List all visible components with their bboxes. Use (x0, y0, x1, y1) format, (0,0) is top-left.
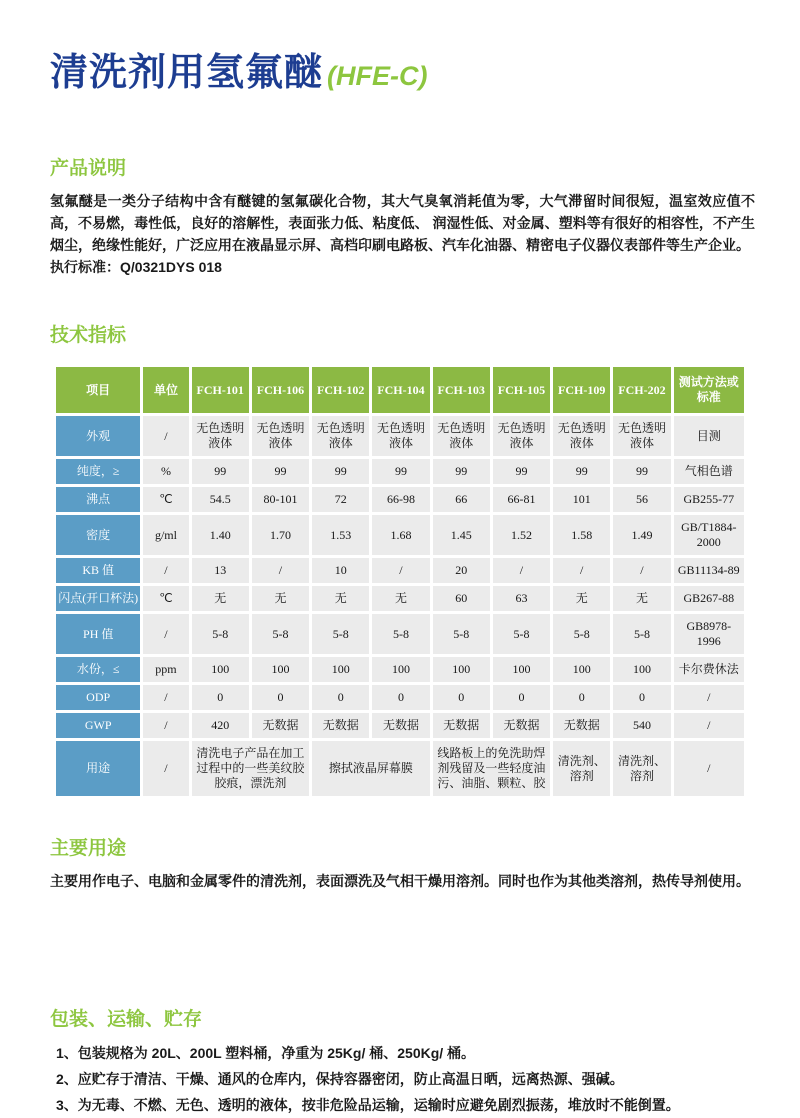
packaging-item: 1、包装规格为 20L、200L 塑料桶，净重为 25Kg/ 桶、250Kg/ 桶。 (56, 1045, 476, 1061)
spec-method-cell: 气相色谱 (674, 459, 744, 484)
specs-table (53, 364, 747, 799)
spec-value-cell: 100 (372, 657, 429, 682)
spec-row-label: 纯度，≥ (56, 459, 140, 484)
spec-method-cell: / (674, 741, 744, 796)
spec-unit-cell: ℃ (143, 586, 188, 611)
spec-value-cell: 80-101 (252, 487, 309, 512)
spec-method-cell: GB/T1884-2000 (674, 515, 744, 555)
spec-value-cell: 无数据 (312, 713, 369, 738)
spec-unit-cell: ℃ (143, 487, 188, 512)
spec-value-cell: 无数据 (433, 713, 490, 738)
specs-row (56, 459, 744, 484)
spec-unit-cell: / (143, 685, 188, 710)
spec-value-cell: 无色透明液体 (613, 416, 670, 456)
spec-value-cell: 100 (252, 657, 309, 682)
page-title-main: 清洗剂用氢氟醚 (50, 52, 324, 94)
spec-value-cell: 99 (433, 459, 490, 484)
spec-unit-cell: / (143, 713, 188, 738)
spec-value-cell: 5-8 (312, 614, 369, 654)
spec-value-cell: 20 (433, 558, 490, 583)
product-description-heading: 产品说明 (50, 158, 127, 179)
spec-value-cell: / (493, 558, 550, 583)
spec-value-cell: 无色透明液体 (372, 416, 429, 456)
spec-value-cell: 无色透明液体 (312, 416, 369, 456)
spec-unit-cell: / (143, 741, 188, 796)
spec-value-cell: 54.5 (192, 487, 249, 512)
main-uses-heading: 主要用途 (50, 838, 127, 859)
spec-method-cell: GB11134-89 (674, 558, 744, 583)
spec-value-cell: 5-8 (252, 614, 309, 654)
spec-row-label: 水份，≤ (56, 657, 140, 682)
spec-value-cell: 100 (433, 657, 490, 682)
spec-row-label: 密度 (56, 515, 140, 555)
spec-value-cell: 擦拭液晶屏幕膜 (312, 741, 430, 796)
spec-method-cell: / (674, 713, 744, 738)
specs-column-header: FCH-202 (613, 367, 670, 413)
specs-column-header: FCH-103 (433, 367, 490, 413)
spec-value-cell: 0 (613, 685, 670, 710)
spec-value-cell: 66-98 (372, 487, 429, 512)
specs-column-header: FCH-101 (192, 367, 249, 413)
spec-value-cell: 5-8 (372, 614, 429, 654)
spec-value-cell: / (553, 558, 610, 583)
specs-column-header: FCH-102 (312, 367, 369, 413)
specs-column-header: FCH-106 (252, 367, 309, 413)
spec-value-cell: 无色透明液体 (553, 416, 610, 456)
spec-row-label: 闪点(开口杯法) (56, 586, 140, 611)
spec-value-cell: 1.53 (312, 515, 369, 555)
spec-value-cell: 1.49 (613, 515, 670, 555)
specs-header-row (56, 367, 744, 413)
spec-value-cell: 1.40 (192, 515, 249, 555)
section-product-description (50, 157, 755, 278)
packaging-heading: 包装、运输、贮存 (50, 1009, 203, 1030)
spec-value-cell: 66-81 (493, 487, 550, 512)
packaging-item: 3、为无毒、不燃、无色、透明的液体，按非危险品运输，运输时应避免剧烈振荡，堆放时不能倒置。 (56, 1097, 680, 1113)
spec-row-label: 外观 (56, 416, 140, 456)
spec-value-cell: 1.68 (372, 515, 429, 555)
spec-value-cell: 无色透明液体 (493, 416, 550, 456)
spec-unit-cell: / (143, 416, 188, 456)
packaging-item: 2、应贮存于清洁、干燥、通风的仓库内，保持容器密闭，防止高温日晒，远离热源、强碱。 (56, 1071, 624, 1087)
section-main-uses (50, 837, 755, 892)
spec-value-cell: 0 (433, 685, 490, 710)
spec-value-cell: 0 (192, 685, 249, 710)
spec-row-label: GWP (56, 713, 140, 738)
specs-row (56, 657, 744, 682)
spec-unit-cell: g/ml (143, 515, 188, 555)
spec-value-cell: 清洗电子产品在加工过程中的一些美纹胶胶痕，漂洗剂 (192, 741, 310, 796)
spec-value-cell: 100 (192, 657, 249, 682)
spec-value-cell: 540 (613, 713, 670, 738)
specs-row (56, 515, 744, 555)
specs-row (56, 558, 744, 583)
spec-value-cell: 无数据 (372, 713, 429, 738)
spec-value-cell: 0 (372, 685, 429, 710)
spec-method-cell: GB255-77 (674, 487, 744, 512)
specs-column-header: FCH-109 (553, 367, 610, 413)
page-title-code: (HFE-C) (327, 61, 428, 91)
page-title (50, 50, 755, 99)
spec-value-cell: 100 (613, 657, 670, 682)
spec-value-cell: 100 (312, 657, 369, 682)
spec-value-cell: 5-8 (192, 614, 249, 654)
spec-value-cell: 无数据 (252, 713, 309, 738)
spec-value-cell: 无色透明液体 (192, 416, 249, 456)
spec-value-cell: 99 (493, 459, 550, 484)
spec-method-cell: / (674, 685, 744, 710)
spec-value-cell: 无 (192, 586, 249, 611)
specs-row (56, 416, 744, 456)
spec-value-cell: 99 (192, 459, 249, 484)
spec-value-cell: 63 (493, 586, 550, 611)
spec-row-label: ODP (56, 685, 140, 710)
spec-value-cell: 5-8 (493, 614, 550, 654)
spec-row-label: 沸点 (56, 487, 140, 512)
spec-value-cell: 420 (192, 713, 249, 738)
spec-value-cell: 无色透明液体 (433, 416, 490, 456)
spec-value-cell: 无 (553, 586, 610, 611)
spec-value-cell: 1.45 (433, 515, 490, 555)
specs-row (56, 685, 744, 710)
specs-row (56, 487, 744, 512)
spec-value-cell: / (613, 558, 670, 583)
spec-value-cell: 99 (252, 459, 309, 484)
spec-value-cell: 1.70 (252, 515, 309, 555)
spec-value-cell: / (252, 558, 309, 583)
spec-value-cell: 60 (433, 586, 490, 611)
spec-value-cell: 99 (312, 459, 369, 484)
technical-specs-heading: 技术指标 (50, 325, 127, 346)
specs-column-header: 测试方法或标准 (674, 367, 744, 413)
section-technical-specs (50, 324, 755, 799)
spec-value-cell: 1.52 (493, 515, 550, 555)
spec-method-cell: 目测 (674, 416, 744, 456)
spec-value-cell: 72 (312, 487, 369, 512)
spec-method-cell: 卡尔费休法 (674, 657, 744, 682)
spec-value-cell: 10 (312, 558, 369, 583)
spec-value-cell: 56 (613, 487, 670, 512)
specs-column-header: 项目 (56, 367, 140, 413)
spec-value-cell: 清洗剂、溶剂 (553, 741, 610, 796)
spec-value-cell: 101 (553, 487, 610, 512)
spec-value-cell: 无 (613, 586, 670, 611)
specs-row (56, 586, 744, 611)
spec-value-cell: 清洗剂、溶剂 (613, 741, 670, 796)
spec-value-cell: 0 (312, 685, 369, 710)
spec-value-cell: 0 (493, 685, 550, 710)
spec-row-label: KB 值 (56, 558, 140, 583)
spec-unit-cell: / (143, 614, 188, 654)
executive-standard-line: 执行标准：Q/0321DYS 018 (50, 259, 222, 275)
spec-value-cell: 0 (252, 685, 309, 710)
spec-row-label: PH 值 (56, 614, 140, 654)
spec-value-cell: 99 (613, 459, 670, 484)
spec-value-cell: / (372, 558, 429, 583)
specs-row (56, 614, 744, 654)
spec-value-cell: 无 (312, 586, 369, 611)
spec-unit-cell: % (143, 459, 188, 484)
spec-value-cell: 99 (372, 459, 429, 484)
product-description-text: 氢氟醚是一类分子结构中含有醚键的氢氟碳化合物，其大气臭氧消耗值为零，大气滞留时间很短，温室效应值不高，不易燃，毒性低，良好的溶解性，表面张力低、粘度低、 润湿性低、对金属、塑料等有很好的相容性，不产生烟尘，绝缘性能好，广泛应用在液晶显示屏、高档印刷电路板、汽车化油器、精密电子仪器仪表部件等生产企业。 (50, 193, 755, 253)
specs-row (56, 713, 744, 738)
spec-method-cell: GB267-88 (674, 586, 744, 611)
spec-value-cell: 线路板上的免洗助焊剂残留及一些轻度油污、油脂、颗粒、胶 (433, 741, 551, 796)
spec-value-cell: 无 (252, 586, 309, 611)
spec-unit-cell: / (143, 558, 188, 583)
spec-value-cell: 99 (553, 459, 610, 484)
spec-value-cell: 5-8 (553, 614, 610, 654)
spec-value-cell: 无数据 (493, 713, 550, 738)
spec-value-cell: 无 (372, 586, 429, 611)
specs-row (56, 741, 744, 796)
spec-unit-cell: ppm (143, 657, 188, 682)
spec-value-cell: 5-8 (433, 614, 490, 654)
spec-value-cell: 5-8 (613, 614, 670, 654)
spec-value-cell: 无色透明液体 (252, 416, 309, 456)
spec-value-cell: 100 (553, 657, 610, 682)
spec-value-cell: 100 (493, 657, 550, 682)
spec-row-label: 用途 (56, 741, 140, 796)
spec-value-cell: 无数据 (553, 713, 610, 738)
specs-column-header: 单位 (143, 367, 188, 413)
spec-value-cell: 13 (192, 558, 249, 583)
main-uses-text: 主要用作电子、电脑和金属零件的清洗剂，表面漂洗及气相干燥用溶剂。同时也作为其他类溶剂，热传导剂使用。 (50, 873, 750, 889)
spec-method-cell: GB8978-1996 (674, 614, 744, 654)
section-packaging (50, 1008, 755, 1118)
specs-column-header: FCH-105 (493, 367, 550, 413)
packaging-list (50, 1040, 755, 1118)
specs-column-header: FCH-104 (372, 367, 429, 413)
spec-value-cell: 66 (433, 487, 490, 512)
spec-value-cell: 1.58 (553, 515, 610, 555)
spec-value-cell: 0 (553, 685, 610, 710)
